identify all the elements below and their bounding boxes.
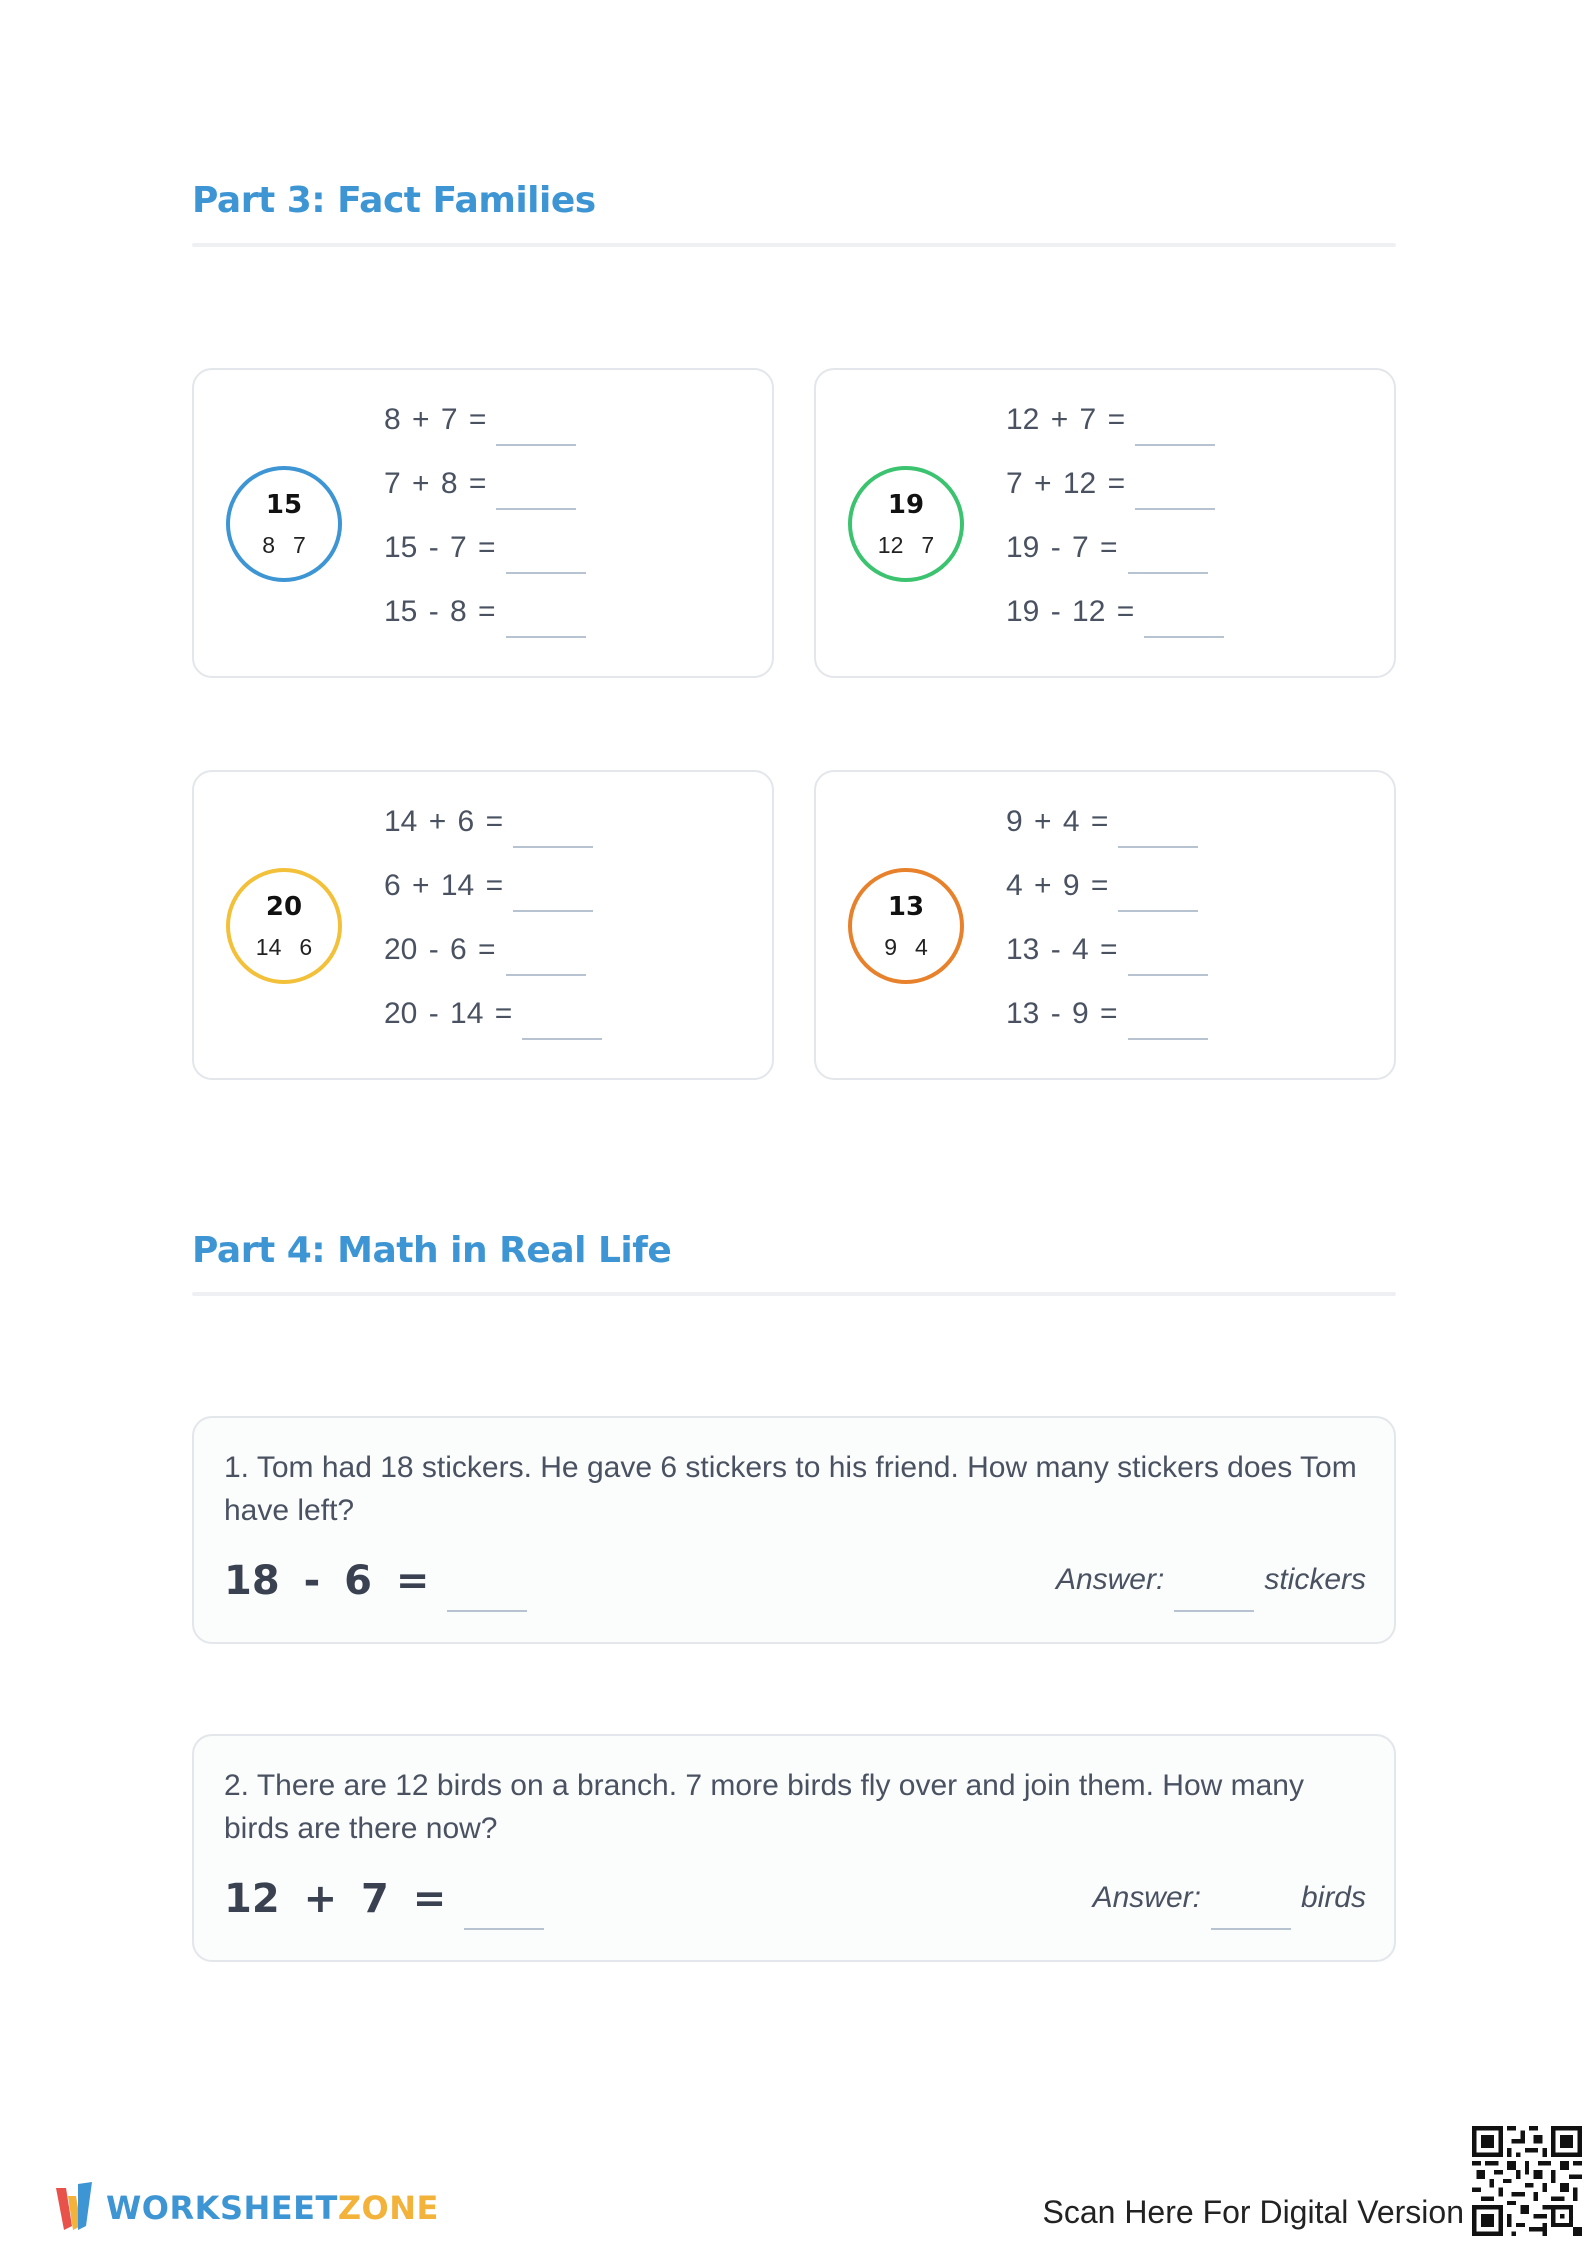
number-bond-whole: 15 <box>265 490 303 520</box>
number-bond-part: 6 <box>299 934 313 960</box>
number-bond-part: 12 <box>877 532 904 558</box>
part3-title: Part 3: Fact Families <box>192 180 596 221</box>
word-problem-card <box>192 1416 1396 1644</box>
fact-equation: 12 + 7 = <box>1006 400 1215 464</box>
number-bond-part: 4 <box>915 934 928 960</box>
logo-wordmark: WORKSHEETZONE <box>106 2189 439 2227</box>
answer-blank[interactable] <box>1135 508 1215 510</box>
answer-blank[interactable] <box>506 974 586 976</box>
number-bond-circle <box>226 868 342 984</box>
word-problem-card <box>192 1734 1396 1962</box>
word-problem-answer <box>1093 1874 1366 1930</box>
answer-blank[interactable] <box>1174 1610 1254 1612</box>
answer-blank[interactable] <box>1128 572 1208 574</box>
number-bond-whole: 20 <box>265 892 303 922</box>
fact-equation: 7 + 8 = <box>384 464 576 528</box>
fact-equation: 13 - 4 = <box>1006 930 1208 994</box>
number-bond-circle <box>226 466 342 582</box>
fact-equation: 15 - 7 = <box>384 528 586 592</box>
number-bond-part: 7 <box>921 532 935 558</box>
answer-blank[interactable] <box>506 636 586 638</box>
fact-family-card <box>192 368 774 678</box>
answer-blank[interactable] <box>496 508 576 510</box>
answer-blank[interactable] <box>447 1610 527 1612</box>
word-problem-question: 2. There are 12 birds on a branch. 7 more birds fly over and join them. How many birds are there now? <box>224 1769 1304 1845</box>
fact-equation: 9 + 4 = <box>1006 802 1198 866</box>
answer-blank[interactable] <box>1144 636 1224 638</box>
fact-equation: 14 + 6 = <box>384 802 593 866</box>
fact-equation: 19 - 12 = <box>1006 592 1224 656</box>
fact-equation: 15 - 8 = <box>384 592 586 656</box>
fact-equation: 7 + 12 = <box>1006 464 1215 528</box>
fact-family-card <box>814 368 1396 678</box>
answer-blank[interactable] <box>1128 974 1208 976</box>
scan-caption: Scan Here For Digital Version <box>1042 2194 1464 2230</box>
answer-blank[interactable] <box>1128 1038 1208 1040</box>
word-problem-question: 1. Tom had 18 stickers. He gave 6 stickers to his friend. How many stickers does Tom have left? <box>224 1451 1357 1527</box>
answer-label: Answer: <box>1055 1563 1165 1596</box>
answer-blank[interactable] <box>464 1928 544 1930</box>
number-bond-whole: 19 <box>887 490 925 520</box>
answer-blank[interactable] <box>1135 444 1215 446</box>
answer-blank[interactable] <box>1211 1928 1291 1930</box>
fact-equation: 8 + 7 = <box>384 400 576 464</box>
fact-equation: 4 + 9 = <box>1006 866 1198 930</box>
fact-equation: 19 - 7 = <box>1006 528 1208 592</box>
fact-equation: 13 - 9 = <box>1006 994 1208 1058</box>
answer-unit: stickers <box>1264 1563 1366 1596</box>
answer-unit: birds <box>1300 1881 1366 1914</box>
part3-divider <box>192 243 1396 247</box>
answer-blank[interactable] <box>522 1038 602 1040</box>
number-bond-part: 14 <box>255 934 282 960</box>
answer-blank[interactable] <box>1118 910 1198 912</box>
word-problem-equation: 18 - 6 = <box>224 1556 527 1612</box>
fact-family-card <box>814 770 1396 1080</box>
part4-divider <box>192 1292 1396 1296</box>
qr-code-icon[interactable] <box>1472 2126 1582 2236</box>
answer-blank[interactable] <box>1118 846 1198 848</box>
fact-family-card <box>192 770 774 1080</box>
number-bond-circle <box>848 466 964 582</box>
number-bond-whole: 13 <box>887 892 925 922</box>
answer-label: Answer: <box>1092 1881 1201 1914</box>
w-logo-icon <box>56 2182 96 2234</box>
answer-blank[interactable] <box>513 846 593 848</box>
number-bond-circle <box>848 868 964 984</box>
fact-equation: 20 - 6 = <box>384 930 586 994</box>
number-bond-part: 9 <box>884 934 897 960</box>
fact-equation: 20 - 14 = <box>384 994 602 1058</box>
part4-title: Part 4: Math in Real Life <box>192 1230 672 1271</box>
number-bond-parts <box>852 532 960 559</box>
number-bond-parts <box>230 532 338 559</box>
answer-blank[interactable] <box>496 444 576 446</box>
word-problem-equation: 12 + 7 = <box>224 1874 544 1930</box>
answer-blank[interactable] <box>513 910 593 912</box>
word-problem-answer <box>1056 1556 1366 1612</box>
number-bond-part: 8 <box>262 532 275 558</box>
answer-blank[interactable] <box>506 572 586 574</box>
number-bond-parts <box>852 934 960 961</box>
number-bond-part: 7 <box>293 532 306 558</box>
fact-equation: 6 + 14 = <box>384 866 593 930</box>
number-bond-parts <box>230 934 338 961</box>
worksheetzone-logo <box>56 2182 439 2234</box>
